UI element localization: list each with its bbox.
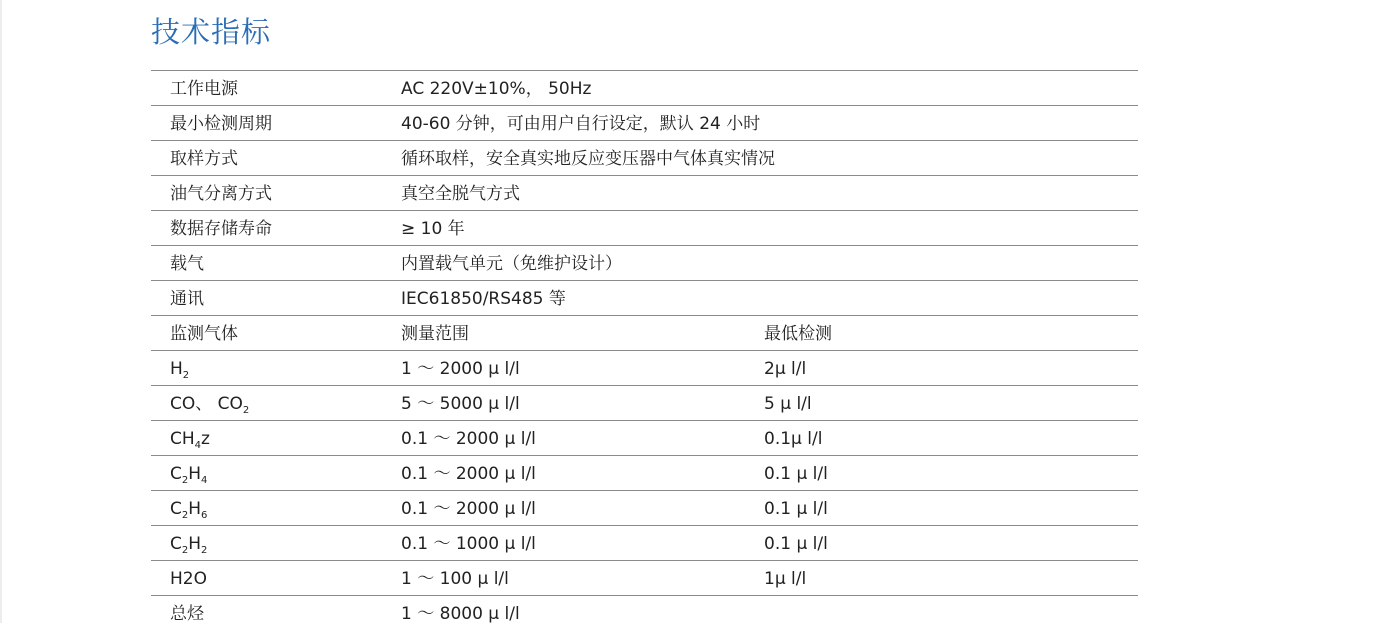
gas-range: 1 ～ 2000 μ l/l [401,359,520,379]
gas-header-gas: 监测气体 [170,324,238,344]
gas-row [151,386,1138,421]
gas-range: 5 ～ 5000 μ l/l [401,394,520,414]
gas-header-row [151,316,1138,351]
spec-value: IEC61850/RS485 等 [401,289,566,309]
spec-row [151,246,1138,281]
spec-value: 循环取样，安全真实地反应变压器中气体真实情况 [401,149,775,169]
gas-row [151,596,1138,630]
gas-range: 0.1 ～ 2000 μ l/l [401,429,536,449]
gas-header-range: 测量范围 [401,324,469,344]
gas-min: 0.1 μ l/l [764,464,828,484]
spec-row [151,141,1138,176]
gas-range: 1 ～ 100 μ l/l [401,569,509,589]
spec-label: 载气 [170,254,204,274]
gas-min: 1μ l/l [764,569,807,589]
gas-row [151,421,1138,456]
gas-row [151,526,1138,561]
spec-value: 真空全脱气方式 [401,184,520,204]
gas-row [151,351,1138,386]
gas-row [151,491,1138,526]
gas-min: 2μ l/l [764,359,807,379]
spec-table [151,70,1138,630]
spec-label: 最小检测周期 [170,114,272,134]
gas-range: 0.1 ～ 1000 μ l/l [401,534,536,554]
gas-min: 5 μ l/l [764,394,812,414]
spec-label: 通讯 [170,289,204,309]
gas-row [151,561,1138,596]
spec-value: 40-60 分钟，可由用户自行设定，默认 24 小时 [401,114,761,134]
gas-name: $C_2H_4$ [170,464,208,486]
spec-label: 取样方式 [170,149,238,169]
spec-value: 内置载气单元（免维护设计） [401,254,622,274]
gas-name: $C_2H_2$ [170,534,208,556]
spec-row [151,71,1138,106]
gas-name: $CH_4z$ [170,429,210,451]
gas-name: H2O [170,569,207,589]
spec-label: 油气分离方式 [170,184,272,204]
spec-row [151,281,1138,316]
spec-value: ≥ 10 年 [401,219,465,239]
spec-row [151,176,1138,211]
gas-min: 0.1 μ l/l [764,499,828,519]
gas-name: $H_2$ [170,359,190,381]
gas-header-min: 最低检测 [764,324,832,344]
gas-name: 总烃 [170,604,204,624]
gas-name: CO、 $CO_2$ [170,394,250,416]
gas-min: 0.1μ l/l [764,429,823,449]
spec-row [151,211,1138,246]
gas-row [151,456,1138,491]
spec-label: 数据存储寿命 [170,219,272,239]
gas-range: 1 ～ 8000 μ l/l [401,604,520,624]
gas-range: 0.1 ～ 2000 μ l/l [401,464,536,484]
gas-range: 0.1 ～ 2000 μ l/l [401,499,536,519]
section-heading: 技术指标 [151,15,272,49]
left-edge-divider [0,0,2,623]
spec-row [151,106,1138,141]
gas-name: $C_2H_6$ [170,499,208,521]
gas-min: 0.1 μ l/l [764,534,828,554]
spec-value: AC 220V±10%， 50Hz [401,79,592,99]
spec-label: 工作电源 [170,79,238,99]
